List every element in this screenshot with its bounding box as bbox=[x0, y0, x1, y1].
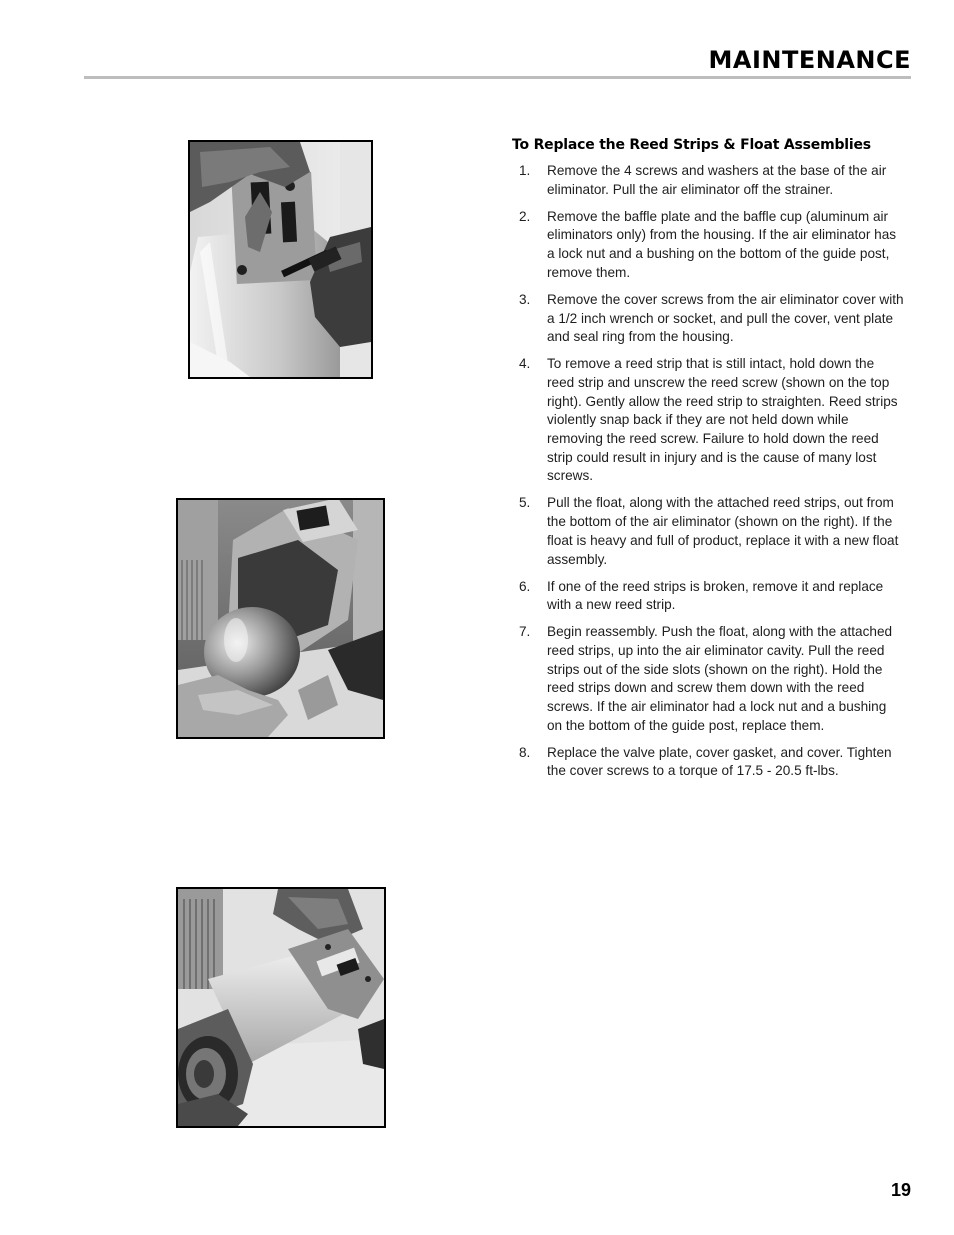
step-text: Remove the cover screws from the air eliminator cover with a 1/2 inch wrench or socket, and pull the cover, vent plate and seal ring from the housing. bbox=[547, 291, 904, 345]
procedure-section bbox=[512, 137, 904, 789]
page-number: 19 bbox=[890, 1180, 911, 1200]
photo-remove-float bbox=[176, 498, 385, 739]
step-text: Pull the float, along with the attached reed strips, out from the bottom of the air eliminator (shown on the right). If the float is heavy and full of product, replace it with a new float assembly. bbox=[547, 495, 899, 567]
photo-unscrew-reed-screw bbox=[188, 140, 373, 379]
step-item bbox=[512, 208, 904, 283]
section-title: MAINTENANCE bbox=[708, 46, 911, 74]
step-number: 4. bbox=[519, 356, 531, 372]
step-text: If one of the reed strips is broken, remove it and replace with a new reed strip. bbox=[547, 578, 884, 613]
step-text: To remove a reed strip that is still intact, hold down the reed strip and unscrew the reed screw (shown on the top right). Gently allow the reed strip to straighten. Reed strips violently snap back if they are not held down while removing the reed screw. Failure to hold down the reed strip could result in injury and is the cause of many lost screws. bbox=[547, 356, 898, 484]
step-item bbox=[512, 355, 904, 486]
step-number: 2. bbox=[519, 208, 531, 224]
step-item bbox=[512, 291, 904, 347]
step-item bbox=[512, 623, 904, 735]
step-number: 8. bbox=[519, 744, 531, 760]
step-number: 1. bbox=[519, 163, 531, 178]
step-item bbox=[512, 744, 904, 781]
step-number: 6. bbox=[519, 578, 531, 594]
procedure-heading: To Replace the Reed Strips & Float Assemblies bbox=[512, 137, 871, 153]
step-item bbox=[512, 578, 904, 615]
step-text: Begin reassembly. Push the float, along with the attached reed strips, up into the air eliminator cavity. Pull the reed strips out of the side slots (shown on the right). Hold the reed strips down and screw them down with the reed screws. If the air eliminator had a lock nut and a bushing on the bottom of the guide post, replace them. bbox=[547, 624, 893, 733]
header-rule bbox=[84, 76, 911, 79]
photo-reed-strips-side-slots bbox=[176, 887, 386, 1128]
step-number: 7. bbox=[519, 624, 531, 640]
step-text: Remove the 4 screws and washers at the base of the air eliminator. Pull the air eliminator off the strainer. bbox=[547, 163, 887, 197]
step-number: 5. bbox=[519, 495, 531, 511]
step-item bbox=[512, 494, 904, 569]
step-text: Remove the baffle plate and the baffle cup (aluminum air eliminators only) from the housing. If the air eliminator has a lock nut and a bushing on the bottom of the guide post, remove them. bbox=[547, 208, 897, 280]
step-item bbox=[512, 162, 904, 199]
step-text: Replace the valve plate, cover gasket, and cover. Tighten the cover screws to a torque of 17.5 - 20.5 ft-lbs. bbox=[547, 744, 892, 779]
step-number: 3. bbox=[519, 291, 531, 307]
procedure-steps bbox=[512, 162, 904, 781]
